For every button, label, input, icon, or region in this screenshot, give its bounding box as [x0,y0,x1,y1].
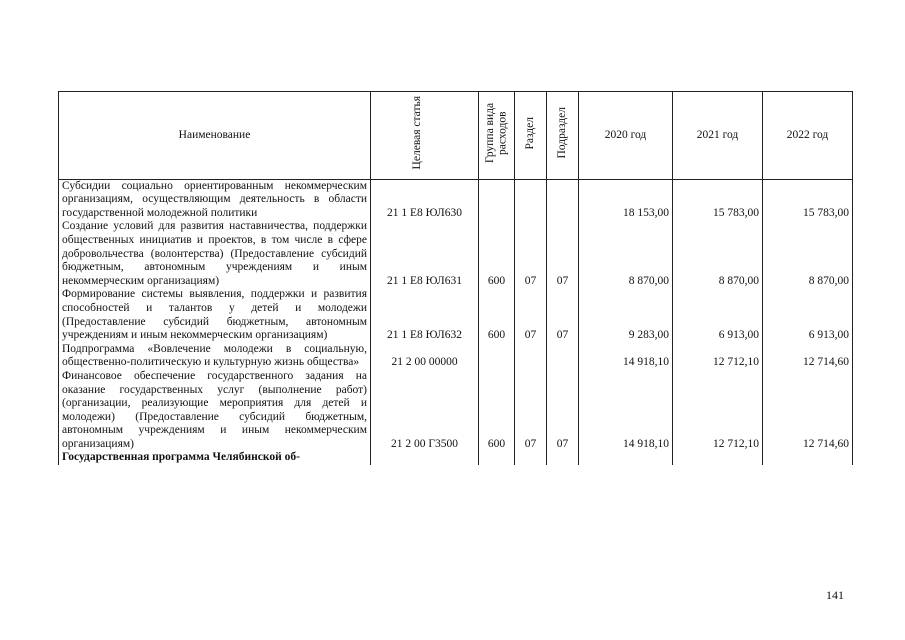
table-row [59,179,853,220]
table-row [59,343,853,370]
cell-section [515,343,547,370]
cell-group: 600 [479,220,515,288]
cell-target: 21 1 Е8 ЮЛ632 [371,288,479,342]
cell-2021: 12 712,10 [673,370,763,452]
cell-2020 [579,451,673,465]
cell-subsection [547,179,579,220]
cell-2021: 15 783,00 [673,179,763,220]
cell-section: 07 [515,370,547,452]
cell-2022: 12 714,60 [763,370,853,452]
cell-2021: 8 870,00 [673,220,763,288]
cell-section [515,179,547,220]
cell-2021: 12 712,10 [673,343,763,370]
cell-2022: 15 783,00 [763,179,853,220]
table-row [59,370,853,452]
table-body [59,179,853,465]
cell-name: Формирование системы выявления, поддержки и развития способностей и талантов у детей и молодежи (Предоставление субсидий бюджетным, автономным учреждениям и иным некоммерческим организациям) [59,288,371,342]
cell-2020: 18 153,00 [579,179,673,220]
cell-subsection: 07 [547,370,579,452]
cell-name: Субсидии социально ориентированным некоммерческим организациям, осуществляющим деятельность в области государственной молодежной политики [59,179,371,220]
cell-2021: 6 913,00 [673,288,763,342]
cell-target: 21 1 Е8 ЮЛ630 [371,179,479,220]
cell-group: 600 [479,370,515,452]
table-row [59,451,853,465]
cell-subsection: 07 [547,288,579,342]
table-header [59,92,853,180]
cell-2022: 8 870,00 [763,220,853,288]
header-target: Целевая статья [371,92,479,180]
cell-section: 07 [515,220,547,288]
cell-2020: 14 918,10 [579,370,673,452]
header-2022: 2022 год [763,92,853,180]
cell-2021 [673,451,763,465]
cell-target: 21 2 00 Г3500 [371,370,479,452]
table-row [59,288,853,342]
header-group: Группа вида расходов [479,92,515,180]
cell-subsection [547,343,579,370]
budget-table [58,91,853,465]
cell-2022: 12 714,60 [763,343,853,370]
cell-name: Финансовое обеспечение государственного задания на оказание государственных услуг (выполнение работ) (организации, реализующие мероприятия для детей и молодежи) (Предоставление субсидий бюджетным, автономным учреждениям и иным некоммерческим организациям) [59,370,371,452]
header-section: Раздел [515,92,547,180]
header-2021: 2021 год [673,92,763,180]
cell-target: 21 2 00 00000 [371,343,479,370]
cell-subsection: 07 [547,220,579,288]
cell-group [479,451,515,465]
cell-group [479,179,515,220]
cell-target [371,451,479,465]
cell-name: Государственная программа Челябинской об- [59,451,371,465]
table-row [59,220,853,288]
cell-name: Создание условий для развития наставничества, поддержки общественных инициатив и проектов, в том числе в сфере добровольчества (волонтерства) (Предоставление субсидий бюджетным, автономным учреждениям и иным некоммерческим организациям) [59,220,371,288]
cell-group: 600 [479,288,515,342]
header-subsection: Подраздел [547,92,579,180]
cell-2022: 6 913,00 [763,288,853,342]
cell-2020: 14 918,10 [579,343,673,370]
cell-target: 21 1 Е8 ЮЛ631 [371,220,479,288]
page-number: 141 [826,588,844,602]
cell-group [479,343,515,370]
header-name: Наименование [59,92,371,180]
header-2020: 2020 год [579,92,673,180]
cell-2022 [763,451,853,465]
cell-name: Подпрограмма «Вовлечение молодежи в социальную, общественно-политическую и культурную жизнь общества» [59,343,371,370]
cell-section [515,451,547,465]
cell-2020: 9 283,00 [579,288,673,342]
cell-section: 07 [515,288,547,342]
cell-2020: 8 870,00 [579,220,673,288]
cell-subsection [547,451,579,465]
